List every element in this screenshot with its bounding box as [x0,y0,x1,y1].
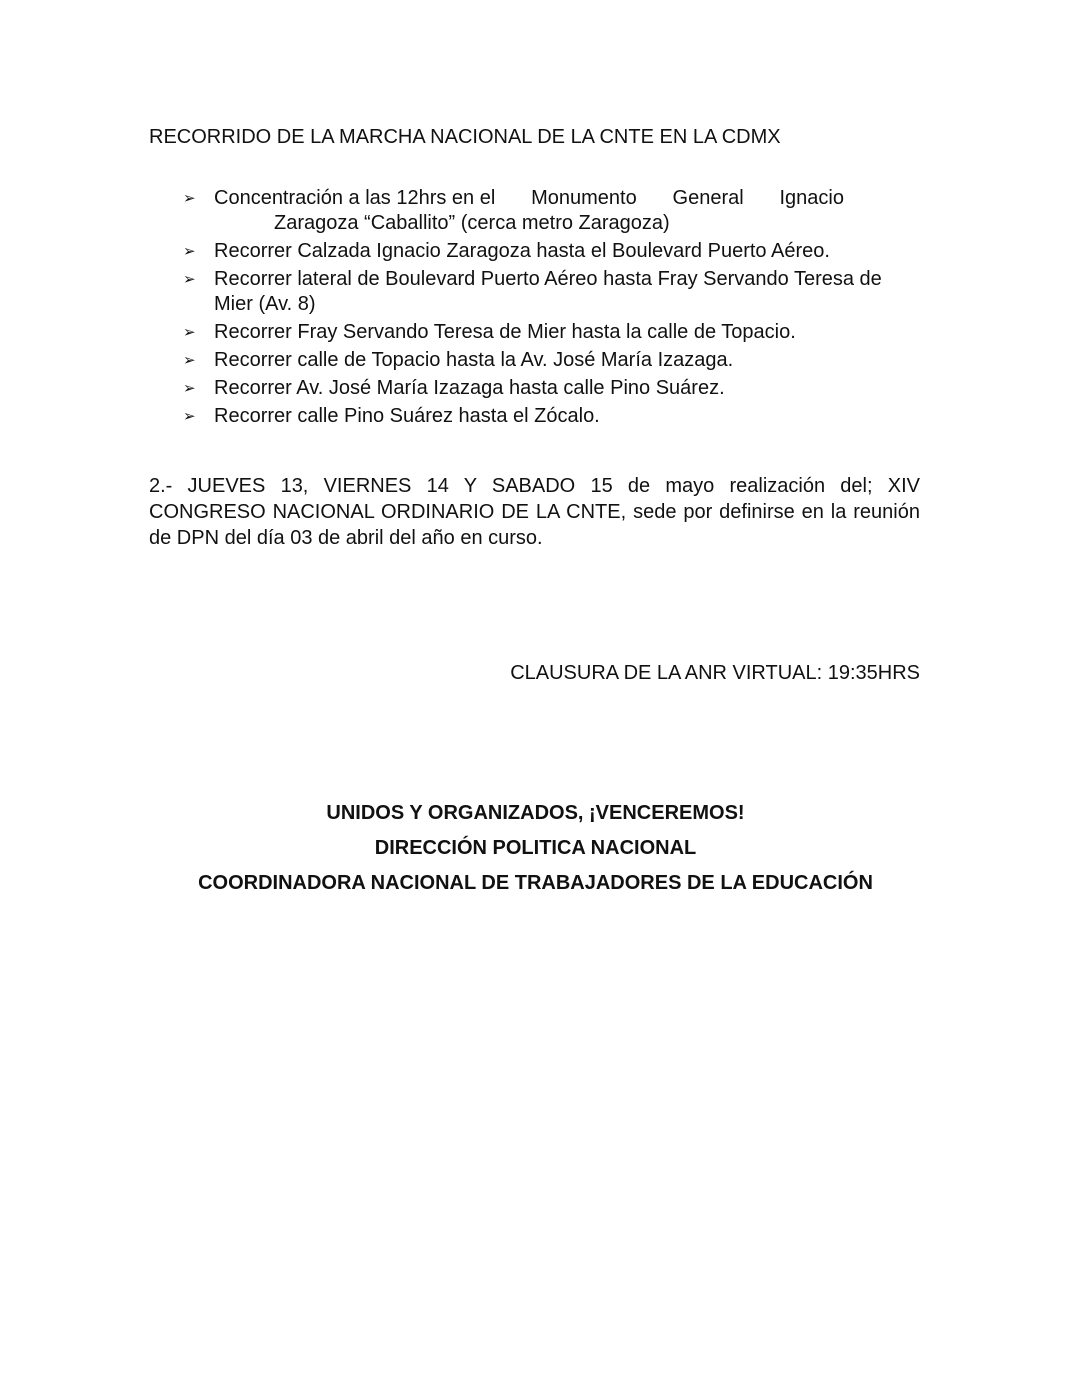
list-item [183,186,920,236]
signature-direction: DIRECCIÓN POLITICA NACIONAL [374,837,697,859]
list-item [183,376,920,401]
route-item-text: Recorrer Fray Servando Teresa de Mier hasta la calle de Topacio. [214,321,796,343]
list-item [183,320,920,345]
route-item-text: General [672,187,744,209]
signature-block [0,796,1068,901]
congress-paragraph: 2.- JUEVES 13, VIERNES 14 Y SABADO 15 de mayo realización del; XIV CONGRESO NACIONAL ORDINARIO DE LA CNTE, sede por definirse en la reunión de DPN del día 03 de abril del año en curso. [149,475,920,549]
arrow-bullet-icon: ➢ [183,352,196,369]
list-item [183,239,920,264]
route-list [183,186,920,432]
list-item [183,267,920,317]
route-item-text: Zaragoza “Caballito” (cerca metro Zaragoza) [274,212,670,234]
arrow-bullet-icon: ➢ [183,271,196,288]
route-heading: RECORRIDO DE LA MARCHA NACIONAL DE LA CNTE EN LA CDMX [149,126,781,148]
list-item [183,348,920,373]
route-item-text: Concentración a las 12hrs en el [214,187,496,209]
arrow-bullet-icon: ➢ [183,324,196,341]
slogan: UNIDOS Y ORGANIZADOS, ¡VENCEREMOS! [326,802,745,824]
arrow-bullet-icon: ➢ [183,243,196,260]
arrow-bullet-icon: ➢ [183,380,196,397]
route-item-text: Recorrer Calzada Ignacio Zaragoza hasta el Boulevard Puerto Aéreo. [214,240,830,262]
route-item-text: Recorrer calle Pino Suárez hasta el Zócalo. [214,405,600,427]
arrow-bullet-icon: ➢ [183,408,196,425]
route-item-text: Monumento [531,187,637,209]
route-item-text: Recorrer Av. José María Izazaga hasta calle Pino Suárez. [214,377,725,399]
arrow-bullet-icon: ➢ [183,190,196,207]
closing-time: CLAUSURA DE LA ANR VIRTUAL: 19:35HRS [510,662,920,684]
route-item-text: Ignacio [779,187,844,209]
route-item-text: Recorrer lateral de Boulevard Puerto Aéreo hasta Fray Servando Teresa de Mier (Av. 8) [214,268,882,315]
route-item-text: Recorrer calle de Topacio hasta la Av. José María Izazaga. [214,349,734,371]
signature-organization: COORDINADORA NACIONAL DE TRABAJADORES DE LA EDUCACIÓN [198,872,873,894]
list-item [183,404,920,429]
